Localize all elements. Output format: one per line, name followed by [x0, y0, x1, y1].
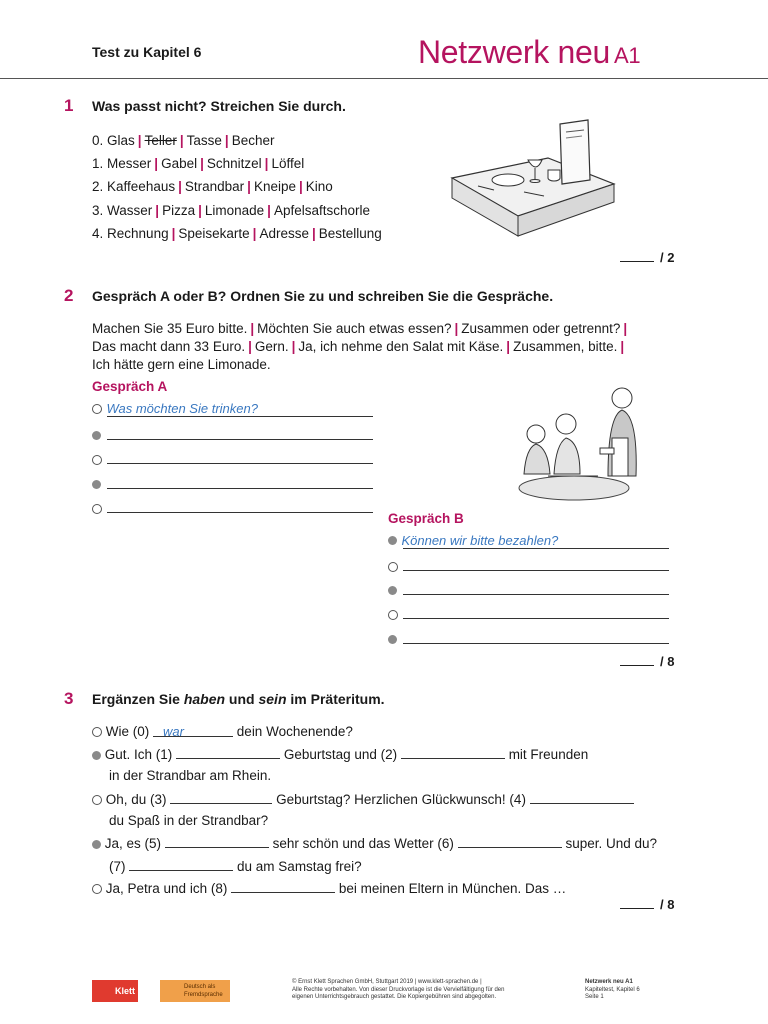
klett-logo: Klett: [92, 980, 138, 1002]
header-divider: [0, 78, 768, 79]
dialog-b-line-2: [388, 558, 398, 576]
task3-line-3: in der Strandbar am Rhein.: [109, 768, 272, 783]
answer-line[interactable]: [107, 402, 373, 417]
speaker-empty-dot: [92, 404, 102, 414]
task2-phrase-box: Machen Sie 35 Euro bitte. | Möchten Sie auch etwas essen? | Zusammen oder getrennt? | Das macht dann 33 Euro. | Gern. | Ja, ich nehme den Salat mit Käse. | Zusammen, bitte. | Ich hätte gern eine Limonade.: [92, 321, 628, 372]
task1-row-4[interactable]: 4. Rechnung | Speisekarte | Adresse | Bestellung: [92, 226, 382, 241]
task1-row-0: 0. Glas | Teller | Tasse | Becher: [92, 133, 275, 148]
task3-example: war: [163, 724, 184, 739]
speaker-full-dot: [388, 536, 397, 545]
task1-number: 1: [64, 96, 74, 115]
dialog-a-line-5: [92, 500, 102, 518]
answer-line[interactable]: [403, 556, 669, 571]
task3-line-7[interactable]: (7) du am Samstag frei?: [109, 859, 362, 874]
answer-line[interactable]: [403, 580, 669, 595]
struck-word: Teller: [144, 133, 177, 148]
task3-line-8[interactable]: Ja, Petra und ich (8) bei meinen Eltern in München. Das …: [92, 879, 566, 898]
dialog-b-title: Gespräch B: [388, 511, 464, 526]
answer-line[interactable]: [403, 534, 669, 549]
task2-instruction: Gespräch A oder B? Ordnen Sie zu und schreiben Sie die Gespräche.: [92, 288, 554, 304]
answer-line[interactable]: [107, 498, 373, 513]
task2-score: / 8: [620, 653, 674, 669]
answer-line[interactable]: [403, 629, 669, 644]
dialog-a-title: Gespräch A: [92, 379, 168, 394]
daf-logo: Deutsch als Fremdsprache: [160, 980, 230, 1002]
dialog-b-line-4: [388, 606, 398, 624]
answer-line[interactable]: [107, 449, 373, 464]
task1-instruction: Was passt nicht? Streichen Sie durch.: [92, 98, 346, 114]
dialog-a-example: Was möchten Sie trinken?: [106, 401, 258, 416]
table-setting-illustration: [448, 118, 618, 246]
task3-line-4[interactable]: Oh, du (3) Geburtstag? Herzlichen Glückwunsch! (4): [92, 790, 634, 809]
footer-page-info: Netzwerk neu A1 Kapiteltest, Kapitel 6 Seite 1: [585, 979, 640, 1000]
answer-line[interactable]: [107, 474, 373, 489]
answer-line[interactable]: [403, 604, 669, 619]
brand-level: A1: [614, 43, 641, 68]
answer-line[interactable]: [107, 425, 373, 440]
task3-score: / 8: [620, 896, 674, 912]
task1-row-2[interactable]: 2. Kaffeehaus | Strandbar | Kneipe | Kino: [92, 179, 333, 194]
task3-line-6[interactable]: Ja, es (5) sehr schön und das Wetter (6) super. Und du?: [92, 834, 657, 853]
waiter-guests-illustration: [514, 378, 644, 504]
dialog-b-example: Können wir bitte bezahlen?: [401, 533, 559, 548]
dialog-a-line-2: [92, 427, 101, 445]
task2-number: 2: [64, 286, 74, 305]
task1-row-1[interactable]: 1. Messer | Gabel | Schnitzel | Löffel: [92, 156, 305, 171]
task1-row-3[interactable]: 3. Wasser | Pizza | Limonade | Apfelsaftschorle: [92, 203, 371, 218]
task3-line-2[interactable]: Gut. Ich (1) Geburtstag und (2) mit Freunden: [92, 745, 588, 764]
dialog-a-line-3: [92, 451, 102, 469]
task3-line-1[interactable]: Wie (0) war dein Wochenende?: [92, 723, 353, 741]
dialog-a-line-4: [92, 476, 101, 494]
task1-score: / 2: [620, 249, 674, 265]
task3-instruction: Ergänzen Sie haben und sein im Präteritum.: [92, 691, 385, 707]
copyright-notice: © Ernst Klett Sprachen GmbH, Stuttgart 2019 | www.klett-sprachen.de | Alle Rechte vorbehalten. Von dieser Druckvorlage ist die Vervielfältigung für den eigenen Unterrichtsgebrauch gestattet. Die Kopiergebühren sind abgegolten.: [292, 979, 505, 1000]
dialog-b-line-5: [388, 631, 397, 649]
dialog-b-line-3: [388, 582, 397, 600]
task3-number: 3: [64, 689, 74, 708]
brand-logo: [418, 34, 640, 71]
page-title: Test zu Kapitel 6: [92, 44, 202, 60]
brand-name: Netzwerk neu: [418, 34, 611, 70]
task3-line-5: du Spaß in der Strandbar?: [109, 813, 269, 828]
